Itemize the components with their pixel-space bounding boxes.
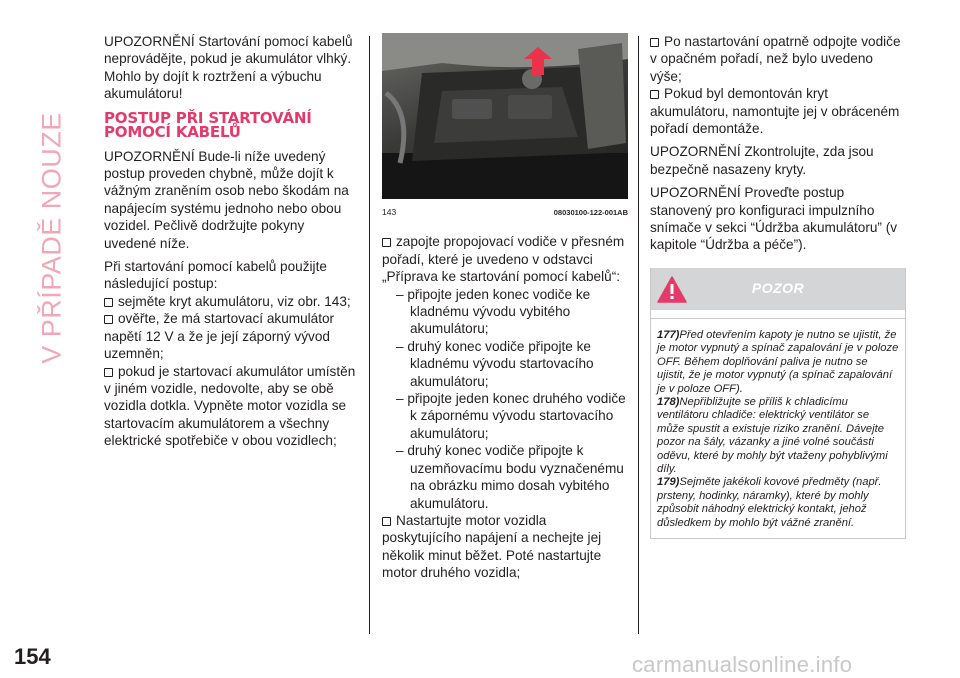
sub-list [396, 286, 628, 512]
caution-note [657, 329, 899, 396]
page-number: 154 [14, 644, 51, 669]
column-divider [638, 36, 639, 634]
bullet-item: pokud je startovací akumulátor umístěn v jiném vozidle, nedovolte, aby se obě vozidla dotkla. Vypněte motor vozidla se startovacím akumulátorem a všechny elektrické spotřebiče v obou vozidlech; [104, 363, 356, 449]
watermark: carmanualsonline.info [632, 652, 853, 677]
note-number: 177) [657, 328, 680, 341]
caution-note [657, 476, 899, 530]
warning-paragraph: UPOZORNĚNÍ Proveďte postup stanovený pro konfiguraci impulzního snímače v sekci “Údržba akumulátoru” (v kapitole “Údržba a péče”). [650, 185, 898, 253]
figure-caption [382, 204, 628, 221]
warning-triangle-icon [657, 276, 687, 303]
figure-number: 143 [382, 207, 397, 217]
caution-box [650, 268, 906, 539]
note-number: 178) [657, 395, 680, 408]
caution-title: POZOR [751, 280, 805, 297]
sub-list-item: – druhý konec vodiče připojte k uzemňovacímu bodu vyznačenému na obrázku mimo dosah vybitého akumulátoru. [396, 443, 624, 511]
note-text: Před otevřením kapoty je nutno se ujistit, že je motor vypnutý a spínač zapalování je v poloze OFF. Během doplňování paliva je nutno se ujistit, že je motor vypnutý (a spínač zapalování je v poloze OFF). [657, 328, 899, 395]
note-text: Sejměte jakékoli kovové předměty (např. prsteny, hodinky, náramky), které by mohly způsobit náhodný elektrický kontakt, jehož důsledkem by mohlo být vážné zranění. [657, 476, 882, 529]
warning-paragraph: UPOZORNĚNÍ Zkontrolujte, zda jsou bezpečně nasazeny kryty. [650, 144, 874, 177]
sub-list-item: – druhý konec vodiče připojte ke kladnému vývodu startovacího akumulátoru; [396, 338, 594, 389]
caution-body [651, 318, 905, 538]
sub-list-item: – připojte jeden konec druhého vodiče k zápornému vývodu startovacího akumulátoru; [396, 391, 626, 441]
engine-bay-photo [382, 33, 628, 199]
bullet-item: ověřte, že má startovací akumulátor napětí 12 V a že je její záporný vývod uzemněn; [104, 310, 356, 362]
warning-paragraph: UPOZORNĚNÍ Startování pomocí kabelů neprovádějte, pokud je akumulátor vlhký. Mohlo by dojít k roztržení a výbuchu akumulátoru! [104, 34, 353, 102]
caution-header [651, 268, 905, 310]
sub-list-item: – připojte jeden konec vodiče ke kladnému vývodu vybitého akumulátoru; [396, 286, 591, 337]
intro-paragraph: Při startování pomocí kabelů použijte následující postup: [104, 259, 327, 292]
figure-code: 08030100-122-001AB [553, 208, 628, 217]
note-number: 179) [657, 476, 680, 489]
bullet-item: Pokud byl demontován kryt akumulátoru, namontujte jej v obráceném pořadí demontáže. [650, 85, 904, 137]
warning-paragraph: UPOZORNĚNÍ Bude-li níže uvedený postup proveden chybně, může dojít k vážným zraněním osob nebo škodám na napájecím systému jednoho nebo obou vozidel. Pečlivě dodržujte pokyny uvedené níže. [104, 148, 349, 251]
bullet-item: Po nastartování opatrně odpojte vodiče v opačném pořadí, než bylo uvedeno výše; [650, 33, 904, 85]
note-text: Nepřibližujte se příliš k chladicímu ventilátoru chladiče: elektrický ventilátor se může spustit a existuje riziko zranění. Dávejte pozor na šály, vázanky a jiné volné součásti oděvu, které by mohly být vtaženy pohyblivými díly. [657, 395, 888, 475]
section-heading: POSTUP PŘI STARTOVÁNÍ POMOCÍ KABELŮ [104, 108, 312, 142]
bullet-item: Nastartujte motor vozidla poskytujícího napájení a nechejte jej několik minut běžet. Poté nastartujte motor druhého vozidla; [382, 512, 628, 582]
chapter-side-title: V PŘÍPADĚ NOUZE [36, 112, 67, 364]
bullet-item: zapojte propojovací vodiče v přesném pořadí, které je uvedeno v odstavci „Příprava ke startování pomocí kabelů“: [382, 233, 628, 285]
battery-illustration [382, 33, 628, 199]
column-1 [104, 33, 356, 450]
column-2 [382, 33, 628, 582]
column-3 [650, 33, 904, 539]
bullet-item: sejměte kryt akumulátoru, viz obr. 143; [104, 293, 356, 310]
caution-note [657, 396, 899, 476]
column-divider [369, 36, 370, 634]
